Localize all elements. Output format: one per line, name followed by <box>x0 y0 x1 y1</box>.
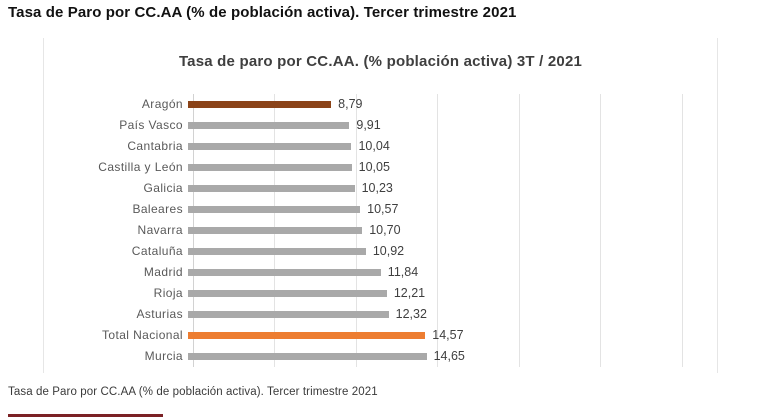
bar-chart-plot <box>44 94 719 367</box>
category-label: Murcia <box>144 349 183 363</box>
chart-caption: Tasa de Paro por CC.AA (% de población activa). Tercer trimestre 2021 <box>8 386 378 398</box>
bar-track <box>188 262 714 283</box>
category-label: Navarra <box>137 223 183 237</box>
bar <box>188 185 355 192</box>
chart-row <box>44 115 719 136</box>
category-label: Galicia <box>143 181 183 195</box>
bar-track <box>188 178 714 199</box>
bar-track <box>188 220 714 241</box>
page-title: Tasa de Paro por CC.AA (% de población activa). Tercer trimestre 2021 <box>8 4 517 21</box>
chart-row <box>44 157 719 178</box>
chart-card <box>43 38 718 373</box>
bar-track <box>188 115 714 136</box>
bar <box>188 122 349 129</box>
bar-value-label: 10,04 <box>358 139 390 153</box>
category-label: Cantabria <box>127 139 183 153</box>
category-label: Baleares <box>132 202 183 216</box>
category-label: Castilla y León <box>98 160 183 174</box>
bar <box>188 332 425 339</box>
bar-track <box>188 136 714 157</box>
bar <box>188 101 331 108</box>
bar <box>188 290 387 297</box>
bar <box>188 206 360 213</box>
bar-value-label: 12,21 <box>393 286 426 300</box>
category-label: Aragón <box>141 97 183 111</box>
bottom-divider <box>8 414 163 417</box>
category-label: Asturias <box>136 307 183 321</box>
chart-row <box>44 178 719 199</box>
bar-value-label: 10,92 <box>372 244 405 258</box>
chart-row <box>44 283 719 304</box>
bar-value-label: 10,70 <box>369 223 401 237</box>
category-label: País Vasco <box>119 118 183 132</box>
bar-value-label: 10,57 <box>367 202 399 216</box>
chart-rows <box>44 94 719 367</box>
bar-track <box>188 346 714 367</box>
bar-track <box>188 199 714 220</box>
category-label: Rioja <box>153 286 183 300</box>
bar-value-label: 9,91 <box>356 118 381 132</box>
bar-track <box>188 94 714 115</box>
chart-row <box>44 220 719 241</box>
bar-value-label: 14,65 <box>433 349 465 363</box>
chart-row <box>44 325 719 346</box>
chart-row <box>44 136 719 157</box>
bar-track <box>188 241 714 262</box>
bar <box>188 248 366 255</box>
chart-row <box>44 262 719 283</box>
chart-row <box>44 241 719 262</box>
bar <box>188 269 381 276</box>
bar <box>188 227 362 234</box>
bar-value-label: 8,79 <box>338 97 363 111</box>
bar <box>188 164 352 171</box>
category-label: Total Nacional <box>102 328 183 342</box>
bar-value-label: 11,84 <box>387 265 419 279</box>
bar-track <box>188 283 714 304</box>
chart-row <box>44 199 719 220</box>
bar-value-label: 14,57 <box>432 328 464 342</box>
chart-title: Tasa de paro por CC.AA. (% población activa) 3T / 2021 <box>178 53 583 70</box>
chart-row <box>44 94 719 115</box>
bar <box>188 353 427 360</box>
chart-row <box>44 346 719 367</box>
bar-value-label: 10,23 <box>361 181 393 195</box>
bar <box>188 143 351 150</box>
category-label: Cataluña <box>131 244 183 258</box>
bar-track <box>188 304 714 325</box>
category-label: Madrid <box>143 265 183 279</box>
chart-row <box>44 304 719 325</box>
bar-track <box>188 325 714 346</box>
bar-value-label: 12,32 <box>395 307 427 321</box>
bar-value-label: 10,05 <box>358 160 390 174</box>
bar-track <box>188 157 714 178</box>
bar <box>188 311 389 318</box>
